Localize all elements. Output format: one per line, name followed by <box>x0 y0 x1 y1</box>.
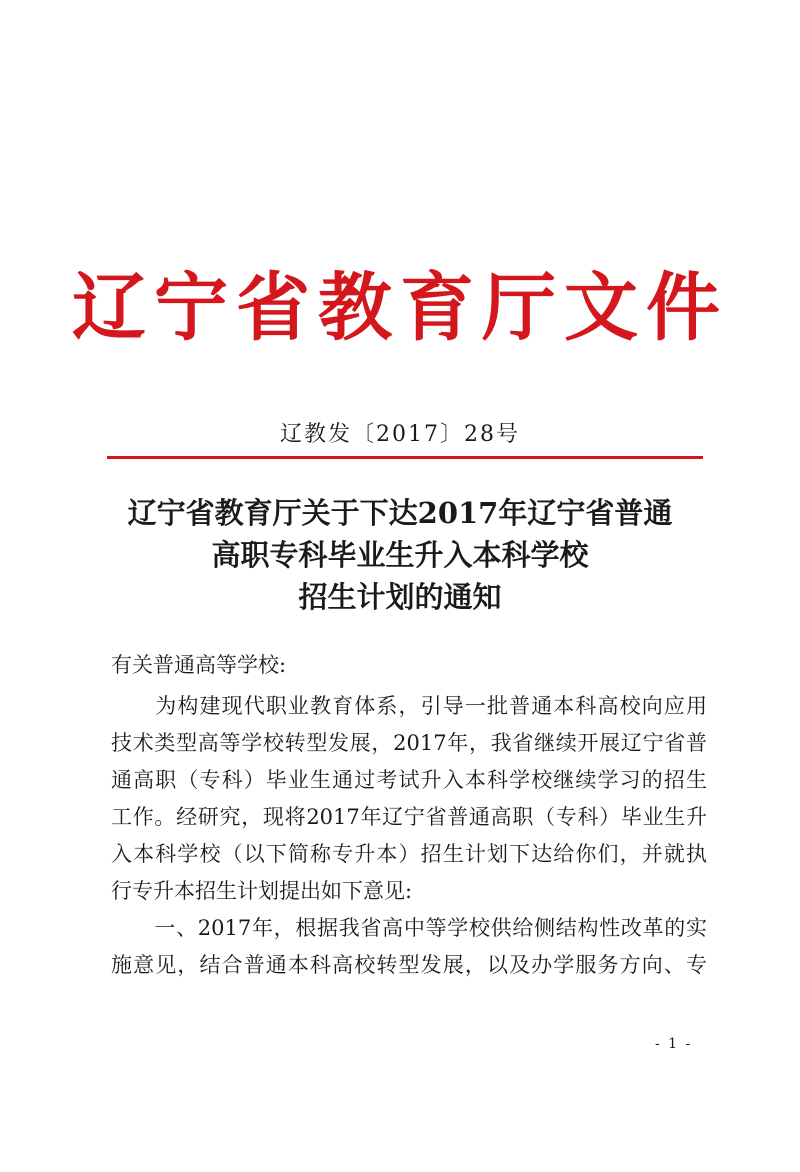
red-divider-line <box>107 456 703 459</box>
paragraph-line: 行专升本招生计划提出如下意见: <box>111 879 413 903</box>
paragraph-line: 一、2017年，根据我省高中等学校供给侧结构性改革的实 <box>111 916 707 940</box>
salutation: 有关普通高等学校: <box>111 653 287 677</box>
body-text <box>111 688 707 984</box>
masthead-title: 辽宁省教育厅文件 <box>72 265 728 351</box>
notice-title-line: 辽宁省教育厅关于下达2017年辽宁省普通 <box>127 496 673 530</box>
paragraph-line: 施意见，结合普通本科高校转型发展，以及办学服务方向、专 <box>111 953 707 977</box>
notice-title <box>100 492 700 618</box>
paragraph-line: 通高职（专科）毕业生通过考试升入本科学校继续学习的招生 <box>111 768 707 792</box>
notice-title-line: 招生计划的通知 <box>298 580 502 614</box>
paragraph-line: 入本科学校（以下简称专升本）招生计划下达给你们，并就执 <box>111 842 707 866</box>
paragraph-line: 为构建现代职业教育体系，引导一批普通本科高校向应用 <box>111 694 707 718</box>
paragraph-line: 工作。经研究，现将2017年辽宁省普通高职（专科）毕业生升 <box>111 805 707 829</box>
notice-title-line: 高职专科毕业生升入本科学校 <box>211 538 589 572</box>
document-number: 辽教发〔2017〕28号 <box>280 422 520 447</box>
page-number: - 1 - <box>655 1036 693 1052</box>
paragraph-line: 技术类型高等学校转型发展，2017年，我省继续开展辽宁省普 <box>111 731 707 755</box>
